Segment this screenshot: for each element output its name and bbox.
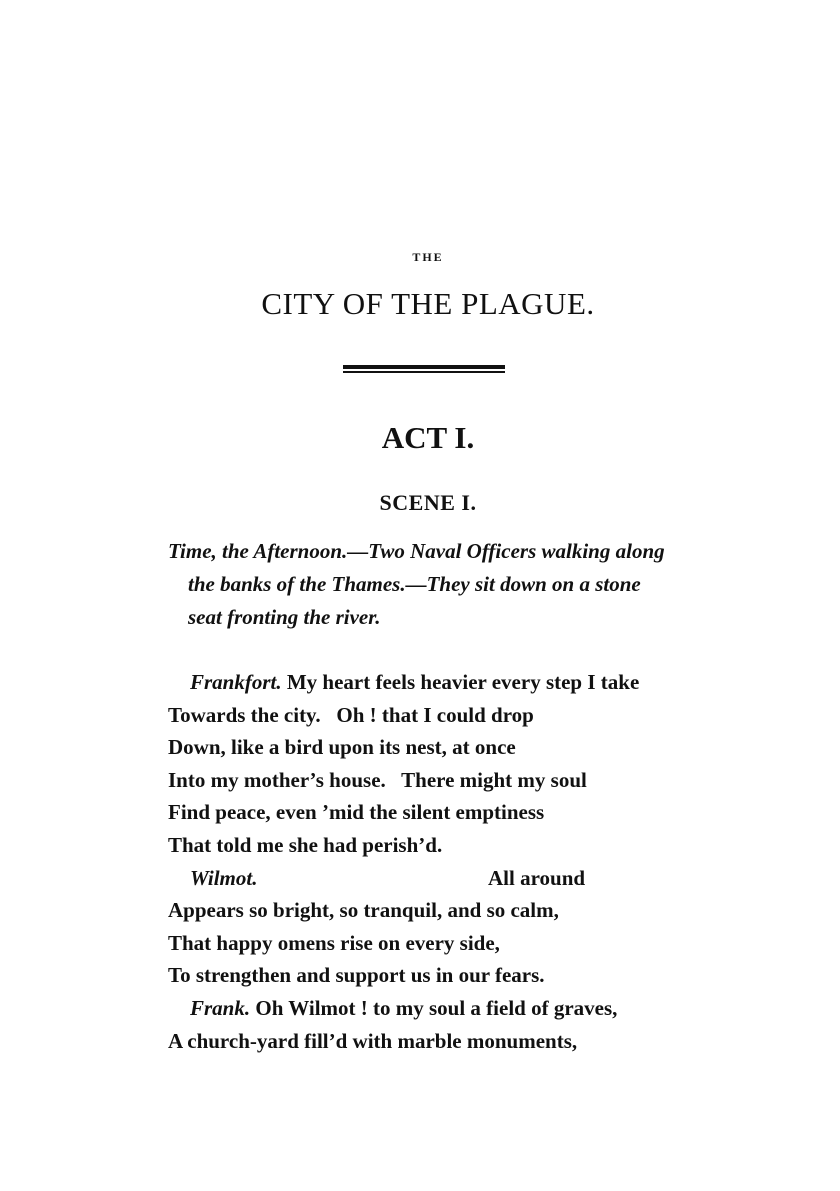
- act-heading: ACT I.: [381, 420, 475, 455]
- stage-direction-line: seat fronting the river.: [188, 605, 381, 629]
- verse-line: A church-yard fill’d with marble monuments,: [168, 1028, 578, 1053]
- divider-thick-line: [343, 365, 505, 369]
- verse-line: Into my mother’s house. There might my soul: [168, 767, 587, 792]
- verse-text: My heart feels heavier every step I take: [286, 670, 640, 694]
- verse-line: Appears so bright, so tranquil, and so calm,: [168, 898, 559, 923]
- verse-line: [168, 992, 728, 1025]
- verse-text: Oh Wilmot ! to my soul a field of graves,: [255, 995, 618, 1020]
- scene-heading: SCENE I.: [379, 490, 477, 515]
- verse-line: [168, 666, 728, 699]
- verse-text: All around: [488, 865, 586, 890]
- verse-line: Towards the city. Oh ! that I could drop: [168, 702, 534, 727]
- title-prefix: THE: [412, 250, 444, 264]
- speaker-name: Frankfort.: [190, 670, 282, 694]
- verse-line: To strengthen and support us in our fears.: [168, 963, 545, 988]
- verse-line: [168, 862, 728, 895]
- speaker-name: Wilmot.: [190, 865, 258, 890]
- verse-line: That told me she had perish’d.: [168, 832, 443, 857]
- stage-direction-line: the banks of the Thames.—They sit down on a stone: [188, 572, 641, 596]
- stage-direction: [168, 535, 708, 634]
- verse-line: Find peace, even ’mid the silent emptiness: [168, 800, 545, 825]
- speaker-name: Frank.: [190, 995, 251, 1020]
- dialogue-verse: [168, 666, 728, 1057]
- stage-direction-line: Time, the Afternoon.—Two Naval Officers walking along: [168, 539, 665, 563]
- divider-thin-line: [343, 371, 505, 373]
- page-title: CITY OF THE PLAGUE.: [261, 286, 595, 321]
- verse-line: That happy omens rise on every side,: [168, 930, 500, 955]
- verse-line: Down, like a bird upon its nest, at once: [168, 735, 516, 760]
- title-divider: [343, 365, 505, 375]
